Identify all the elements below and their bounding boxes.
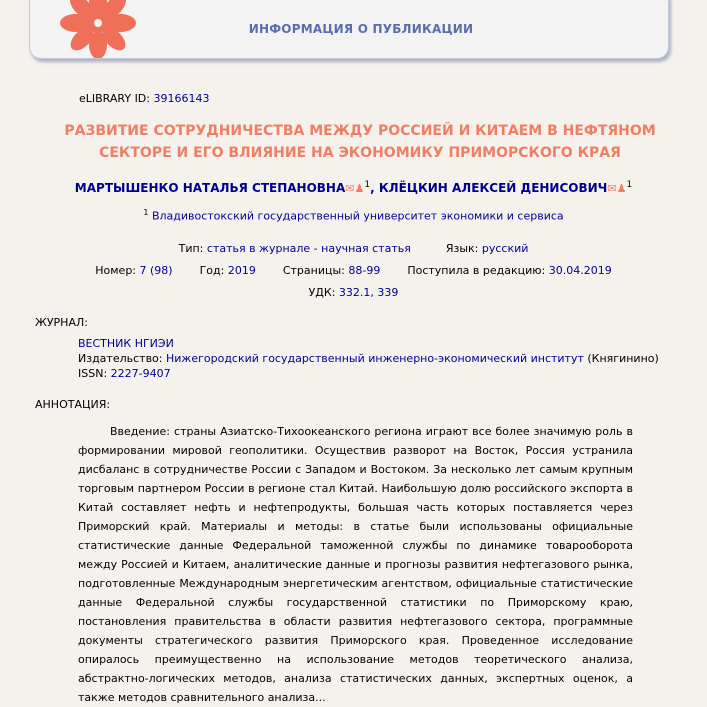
number-label: Номер: [95,264,137,277]
meta-row-issue [0,264,707,277]
author-list: МАРТЫШЕНКО НАТАЛЬЯ СТЕПАНОВНА✉♟$^1$, КЛЁЦКИН АЛЕКСЕЙ ДЕНИСОВИЧ✉♟$^1$ [74,180,633,195]
page-title: ИНФОРМАЦИЯ О ПУБЛИКАЦИИ [248,22,474,36]
issn-label: ISSN: [78,367,108,380]
elibrary-id-label: eLIBRARY ID: [79,92,150,105]
meta-row-type [0,242,707,255]
elibrary-id [79,92,209,105]
type-value: статья в журнале - научная статья [206,242,411,255]
udc-label: УДК: [308,286,336,299]
issn-value: 2227-9407 [110,367,171,380]
type-label: Тип: [178,242,204,255]
publisher-city: (Княгинино) [587,352,659,365]
abstract-text: Введение: страны Азиатско-Тихоокеанского региона играют все более значимую роль в формировании мировой геополитики. Осуществив разворот на Восток, Россия устранила дисбаланс в сотрудничестве России с Западом и Востоком. За несколько лет самым крупным торговым партнером России в регионе стал Китай. Наибольшую долю российского экспорта в Китай составляет нефть и нефтепродукты, большая часть которых поставляется через Приморский край. Материалы и методы: в статье были использованы официальные статистические данные Федеральной таможенной службы по динамике товарооборота между Россией и Китаем, аналитические данные и прогнозы развития нефтегазового рынка, подготовленные Международным энергетическим агентством, официальные статистические данные Федеральной службы государственной статистики по Приморскому краю, постановления правительства в области развития нефтегазового сектора, программные документы стратегического развития Приморского края. Проведенное исследование опиралось преимущественно на использование методов теоретического анализа, абстрактно-логических методов, анализа статистических данных, экспертных оценок, а также методов сравнительного анализа... [78,425,633,704]
author-affil-num: 1 [626,180,633,190]
journal-section-label: ЖУРНАЛ: [35,316,88,329]
author-affil-num: 1 [364,180,371,190]
journal-info [78,336,659,381]
pages-value: 88-99 [348,264,381,277]
journal-name-link[interactable]: ВЕСТНИК НГИЭИ [78,337,174,350]
elibrary-id-value[interactable]: 39166143 [153,92,210,105]
envelope-icon[interactable]: ✉ [607,182,617,195]
publisher-link[interactable]: Нижегородский государственный инженерно-экономический институт [166,352,584,365]
meta-row-udc [0,286,707,299]
year-value: 2019 [227,264,256,277]
article-title: РАЗВИТИЕ СОТРУДНИЧЕСТВА МЕЖДУ РОССИЕЙ И КИТАЕМ В НЕФТЯНОМ СЕКТОРЕ И ЕГО ВЛИЯНИЕ НА ЭКОНОМИКУ ПРИМОРСКОГО КРАЯ [64,123,656,161]
issue-number-link[interactable]: 7 (98) [139,264,173,277]
affiliation-num: 1 [143,208,149,217]
author-name[interactable]: КЛЁЦКИН АЛЕКСЕЙ ДЕНИСОВИЧ [378,181,608,195]
year-label: Год: [199,264,225,277]
pages-label: Страницы: [282,264,345,277]
udc-value: 332.1, 339 [338,286,399,299]
received-date: 30.04.2019 [548,264,612,277]
affiliation [0,208,707,223]
received-label: Поступила в редакцию: [407,264,546,277]
publication-info-header [29,0,669,59]
person-icon[interactable]: ♟ [354,182,365,195]
person-icon[interactable]: ♟ [616,182,627,195]
language-label: Язык: [445,242,479,255]
author-name[interactable]: МАРТЫШЕНКО НАТАЛЬЯ СТЕПАНОВНА [74,181,346,195]
language-value: русский [481,242,529,255]
envelope-icon[interactable]: ✉ [345,182,355,195]
abstract-section-label: АННОТАЦИЯ: [35,398,111,411]
publisher-label: Издательство: [78,352,163,365]
affiliation-name[interactable]: Владивостокский государственный университет экономики и сервиса [151,209,564,223]
